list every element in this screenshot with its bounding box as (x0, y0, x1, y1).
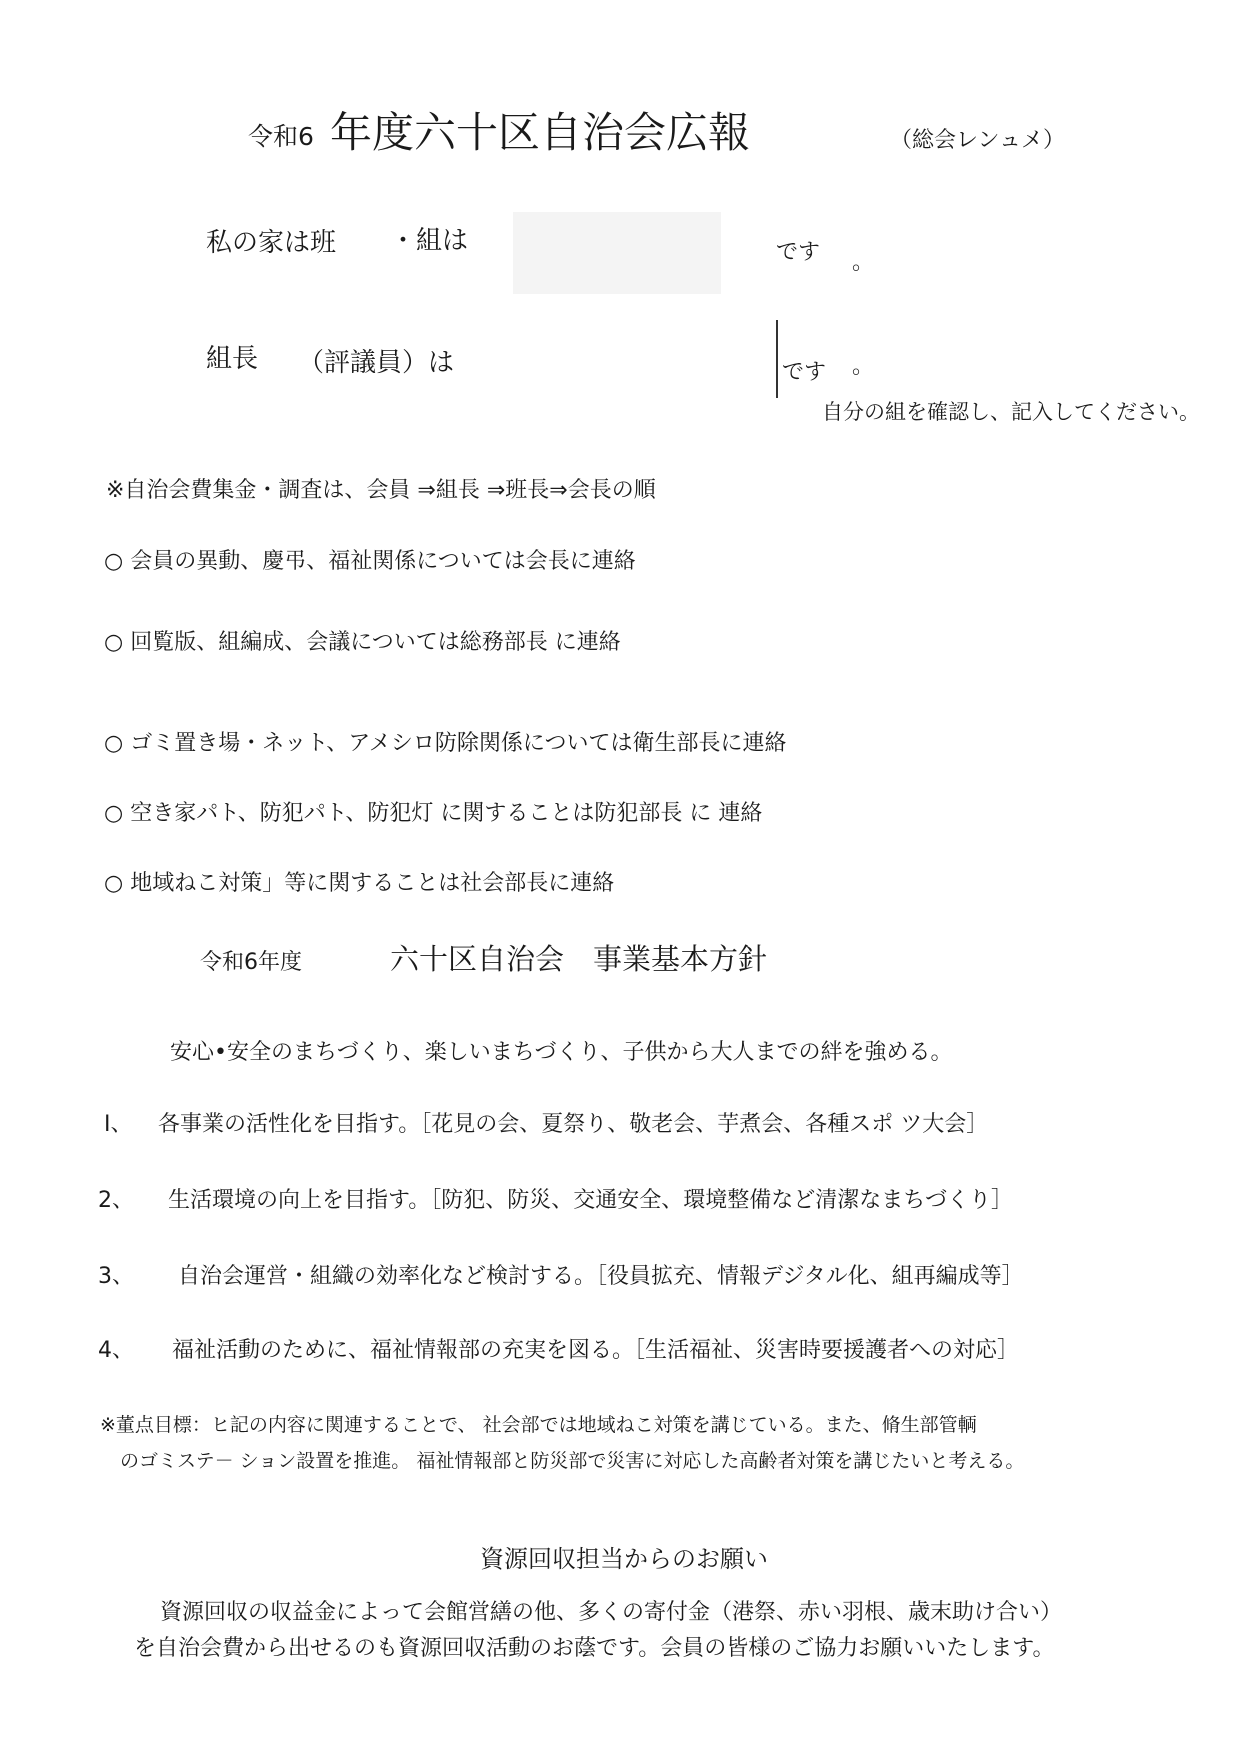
instruction-text: 自分の組を確認し、記入してください。 (822, 400, 1200, 424)
household-group-label: 私の家は班 (206, 228, 337, 258)
policy-title: 六十区自治会 事業基本方針 (390, 942, 768, 976)
leader-label: 組長 (206, 344, 259, 374)
page-title: 年度六十区自治会広報 (330, 108, 751, 157)
policy-year: 令和6年度 (200, 950, 302, 975)
fee-collection-note: ※自治会費集金・調査は、会員 ⇒組長 ⇒班長⇒会長の順 (106, 478, 656, 503)
policy-item-number: 4、 (98, 1338, 134, 1363)
policy-item-number: 2、 (98, 1188, 134, 1213)
title-note: （総会レンュメ） (890, 128, 1066, 153)
recycling-line-1: 資源回収の収益金によって会館営繕の他、多くの寄付金（港祭、赤い羽根、歳末助け合い） (160, 1600, 1063, 1625)
priority-note-line-2: のゴミステ－ ション設置を推進。 福祉情報部と防災部で災害に対応した高齢者対策を講じたいと考える。 (120, 1450, 1025, 1472)
policy-item-text: 自治会運営・組織の効率化など検討する。［役員拡充、情報デジタル化、組再編成等］ (178, 1264, 1024, 1289)
desu-text-1: です (776, 240, 821, 265)
policy-item-number: 3、 (98, 1264, 134, 1289)
group-label: ・組は (390, 226, 469, 256)
councilor-label: （評議員）は (298, 348, 455, 378)
title-year-prefix: 令和6 (248, 122, 314, 151)
policy-item-number: I、 (104, 1112, 133, 1137)
policy-item-text: 福祉活動のために、福祉情報部の充実を図る。［生活福祉、災害時要援護者への対応］ (172, 1338, 1020, 1363)
contact-item: ○ 回覧版、組編成、会議については総務部長 に連絡 (104, 630, 621, 655)
group-fill-area (513, 212, 721, 294)
policy-item-text: 各事業の活性化を目指す。［花見の会、夏祭り、敬老会、芋煮会、各種スポ ツ大会］ (158, 1112, 989, 1137)
recycling-line-2: を自治会費から出せるのも資源回収活動のお蔭です。会員の皆様のご協力お願いいたします。 (134, 1636, 1055, 1661)
priority-note-line-1: ※董点目標：ヒ記の内容に関連することで、 社会部では地域ねこ対策を講じている。また、脩生部管輌 (100, 1414, 977, 1436)
contact-item: ○ 空き家パト、防犯パト、防犯灯 に関することは防犯部長 に 連絡 (104, 801, 763, 826)
fill-divider (776, 320, 778, 398)
policy-item-text: 生活環境の向上を目指す。［防犯、防災、交通安全、環境整備など清潔なまちづくり］ (168, 1188, 1014, 1213)
recycling-heading: 資源回収担当からのお願い (480, 1545, 768, 1573)
contact-item: ○ ゴミ置き場・ネット、アメシロ防除関係については衛生部長に連絡 (104, 731, 787, 756)
contact-item: ○ 会員の異動、慶弔、福祉関係については会長に連絡 (104, 549, 636, 574)
policy-intro: 安心•安全のまちづくり、楽しいまちづくり、子供から大人までの絆を強める。 (170, 1040, 953, 1065)
desu-text-2: です (782, 360, 827, 385)
period-1: 。 (852, 250, 875, 275)
period-2: 。 (852, 354, 875, 379)
contact-item: ○ 地域ねこ対策」等に関することは社会部長に連絡 (104, 871, 615, 896)
